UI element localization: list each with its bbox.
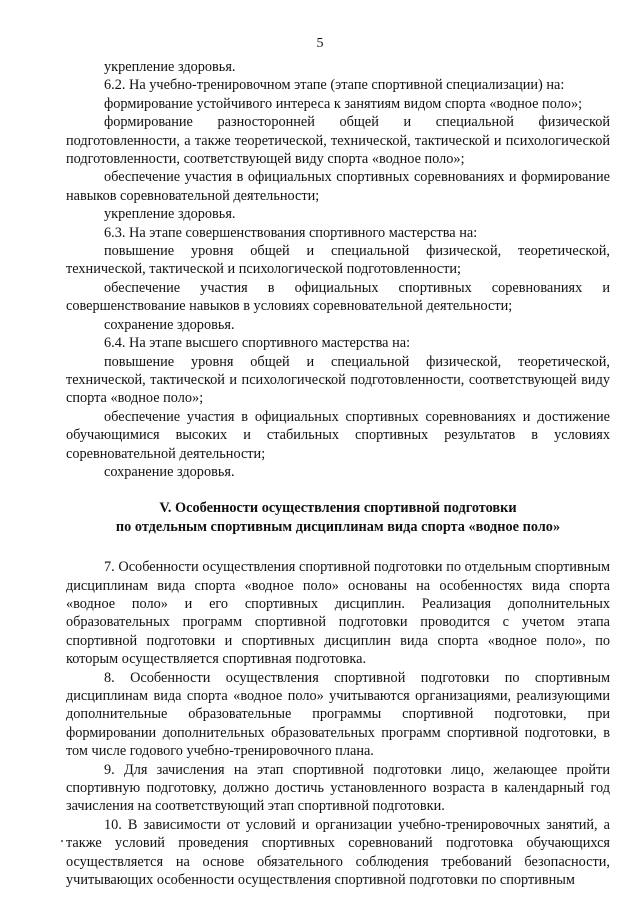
document-body [66,58,610,889]
paragraph: 10. В зависимости от условий и организации учебно-тренировочных занятий, а также условий проведения спортивных соревнований подготовка обучающихся осуществляется на основе обязательного соблюдения требований безопасности, учитывающих особенности осуществления спортивной подготовки по спортивным [66,816,610,889]
paragraph: формирование разносторонней общей и специальной физической подготовленности, а также теоретической, технической, тактической и психологической подготовленности, соответствующей виду спорта «водное поло»; [66,114,610,168]
paragraph: укрепление здоровья. [104,206,236,223]
section-heading-line: по отдельным спортивным дисциплинам вида спорта «водное поло» [115,518,561,535]
paragraph: обеспечение участия в официальных спортивных соревнованиях и формирование навыков соревновательной деятельности; [66,169,610,204]
paragraph: 7. Особенности осуществления спортивной подготовки по отдельным спортивным дисциплинам вида спорта «водное поло» основаны на особенностях вида спорта «водное поло» и его спортивных дисциплин. Реализация дополнительных образовательных программ спортивной подготовки проводится с учетом этапа спортивной подготовки и спортивных дисциплин вида спорта «водное поло», по которым осуществляется спортивная подготовка. [66,559,610,668]
section-heading-line: V. Особенности осуществления спортивной подготовки [159,500,517,517]
paragraph: укрепление здоровья. [104,59,236,75]
paragraph: обеспечение участия в официальных спортивных соревнованиях и совершенствование навыков в условиях соревновательной деятельности; [66,279,610,315]
paragraph: 6.2. На учебно-тренировочном этапе (этапе спортивной специализации) на: [104,77,565,94]
paragraph: 8. Особенности осуществления спортивной подготовки по спортивным дисциплинам вида спорта «водное поло» учитываются организациями, реализующими дополнительные образовательные программы спортивной подготовки, при формировании дополнительных образовательных программ спортивной подготовки, в том числе годового учебно-тренировочного плана. [66,669,610,760]
paragraph: 9. Для зачисления на этап спортивной подготовки лицо, желающее пройти спортивную подготовку, должно достичь установленного возраста в календарный год зачисления на соответствующий этап спортивной подготовки. [66,761,610,815]
scan-speck [61,840,63,842]
paragraph: 6.4. На этапе высшего спортивного мастерства на: [104,335,411,352]
page-number: 5 [316,36,324,51]
paragraph: обеспечение участия в официальных спортивных соревнованиях и достижение обучающимися высоких и стабильных спортивных результатов в условиях соревновательной деятельности; [66,408,610,462]
paragraph: 6.3. На этапе совершенствования спортивного мастерства на: [104,224,478,241]
section-heading [66,499,610,536]
paragraph: сохранение здоровья. [104,316,235,333]
paragraph: сохранение здоровья. [104,463,235,480]
paragraph: формирование устойчивого интереса к занятиям видом спорта «водное поло»; [104,95,583,112]
paragraph: повышение уровня общей и специальной физической, теоретической, технической, тактической и психологической подготовленности; [66,243,610,278]
paragraph: повышение уровня общей и специальной физической, теоретической, технической, тактической и психологической подготовленности, соответствующей виду спорта «водное поло»; [66,353,610,407]
